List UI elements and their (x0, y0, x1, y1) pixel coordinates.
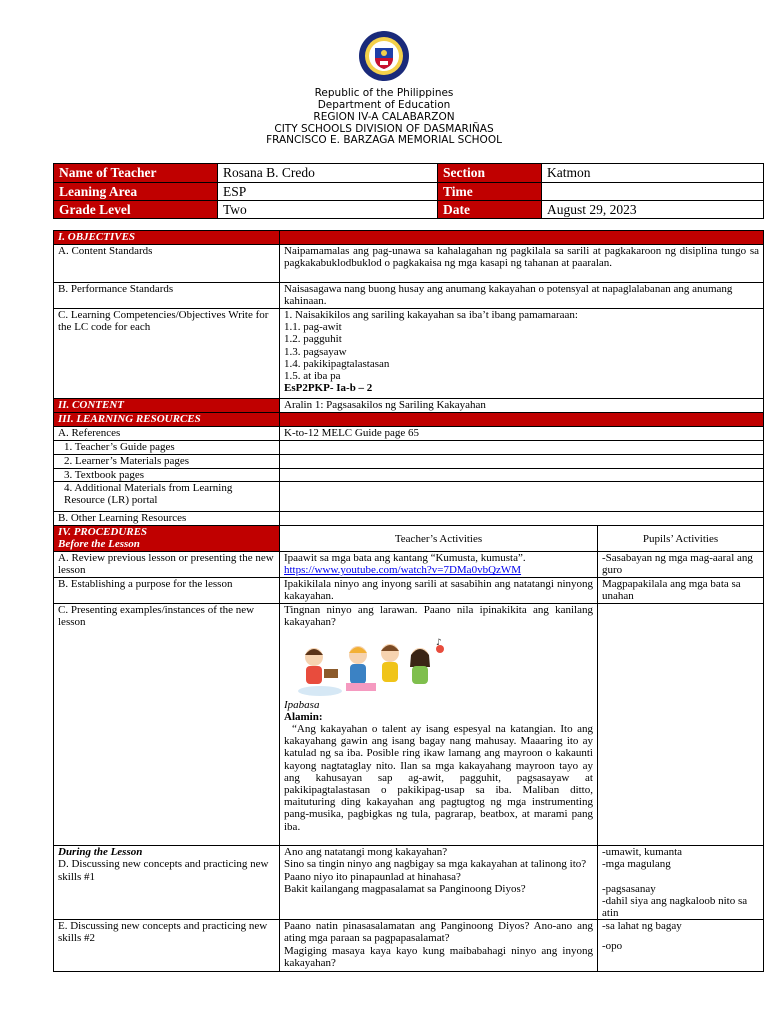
question: Magiging masaya kaya kayo kung maibabahagi ninyo ang inyong kakayahan? (284, 944, 593, 969)
children-talents-illustration (290, 635, 460, 699)
objectives-title: I. OBJECTIVES (54, 231, 280, 245)
time-label: Time (438, 183, 542, 201)
svg-text:♪: ♪ (436, 637, 442, 648)
deped-seal-icon (358, 30, 410, 82)
discussion-1-cell (280, 846, 598, 920)
other-resources-label: B. Other Learning Resources (54, 512, 280, 526)
alamin-label: Alamin: (284, 710, 323, 723)
answer: -sa lahat ng bagay (602, 920, 682, 933)
teacher-label: Name of Teacher (54, 164, 218, 183)
grade-label: Grade Level (54, 201, 218, 219)
answer: -umawit, kumanta (602, 846, 683, 859)
lc-line: 1.2. pagguhit (284, 333, 342, 346)
spacer (602, 932, 759, 940)
present-cell (280, 604, 598, 846)
header-line-5: FRANCISCO E. BARZAGA MEMORIAL SCHOOL (266, 134, 502, 146)
discussion-2-cell (280, 920, 598, 972)
purpose-pupil: Magpapakilala ang mga bata sa unahan (598, 578, 764, 604)
date-label: Date (438, 201, 542, 219)
resources-title-fill (280, 413, 764, 427)
lm-value (280, 455, 764, 469)
lc-line: 1.4. pakikipagtalastasan (284, 357, 390, 370)
procedures-heading: IV. PROCEDURES (58, 526, 148, 539)
review-pupil: -Sasabayan ng mga mag-aaral ang guro (598, 552, 764, 578)
area-value: ESP (218, 183, 438, 201)
teacher-name: Rosana B. Credo (218, 164, 438, 183)
question: Bakit kailangang magpasalamat sa Panginoong Diyos? (284, 882, 526, 895)
present-label: C. Presenting examples/instances of the new lesson (54, 604, 280, 846)
procedures-title (54, 526, 280, 552)
discussion-1-label: D. Discussing new concepts and practicing new skills #1 (58, 858, 269, 883)
additional-value (280, 482, 764, 512)
purpose-text: Ipakikilala ninyo ang inyong sarili at sasabihin ang natatangi ninyong kakayahan. (280, 578, 598, 604)
content-value: Aralin 1: Pagsasakilos ng Sariling Kakayahan (280, 399, 764, 413)
lc-line: 1.5. at iba pa (284, 370, 341, 383)
tg-label: 1. Teacher’s Guide pages (54, 441, 280, 455)
present-text: Tingnan ninyo ang larawan. Paano nila ipinakikita ang kanilang kakayahan? (284, 604, 593, 629)
lesson-plan-table (53, 230, 764, 972)
lm-label: 2. Learner’s Materials pages (54, 455, 280, 469)
youtube-link[interactable]: https://www.youtube.com/watch?v=7DMa0vbQzWM (284, 564, 522, 577)
question: Ano ang natatangi mong kakayahan? (284, 846, 448, 859)
discussion-1-label-cell (54, 846, 280, 920)
content-title: II. CONTENT (54, 399, 280, 413)
answer: -opo (602, 940, 623, 953)
during-lesson-label: During the Lesson (58, 846, 143, 859)
review-label: A. Review previous lesson or presenting the new lesson (54, 552, 280, 578)
header-line-1: Republic of the Philippines (314, 87, 454, 99)
lc-label: C. Learning Competencies/Objectives Write for the LC code for each (54, 309, 280, 399)
alamin-text: “Ang kakayahan o talent ay isang espesyal na katangian. Ito ang kakayahang gawin ang isang bagay nang mahusay. Maaaring ito ay katulad ng sa iba. Posible ring ikaw lamang ang mayroon o kakaunti kayong nagtataglay nito. Ilan sa mga kakayahang mayroon tayo ay ang kahusayan sap ag-awit, pagguhit, pagsasayaw at pakikipagtalastasan o pakikipag-usap sa iba. Maliban ditto, maituturing ding kakayahan ang pagtugtog ng mga instrumenting pang-musika, pagbigkas ng tula, pagrarap, beatbox, at marami pang iba. (284, 723, 593, 833)
grade-value: Two (218, 201, 438, 219)
discussion-2-label: E. Discussing new concepts and practicing new skills #2 (54, 920, 280, 972)
content-std: Naipamamalas ang pag-unawa sa kahalagahan ng pagkilala sa sarili at pagkakaroon ng disiplina tungo sa pagkakabuklodbuklod o pagkakaisa ng mga kasapi ng tahanan at paaralan. (280, 245, 764, 283)
spacer (602, 871, 759, 883)
review-cell (280, 552, 598, 578)
teacher-info-table (53, 163, 764, 219)
time-value (542, 183, 764, 201)
refs-value: K-to-12 MELC Guide page 65 (280, 427, 764, 441)
resources-title: III. LEARNING RESOURCES (54, 413, 280, 427)
lc-line: 1. Naisakikilos ang sariling kakayahan sa iba’t ibang pamamaraan: (284, 309, 578, 321)
purpose-label: B. Establishing a purpose for the lesson (54, 578, 280, 604)
present-pupil (598, 604, 764, 846)
other-resources-value (280, 512, 764, 526)
section-label: Section (438, 164, 542, 183)
answer: -dahil siya ang nagkaloob nito sa atin (602, 894, 748, 920)
perf-std: Naisasagawa nang buong husay ang anumang kakayahan o potensyal at napaglalabanan ang anumang kahinaan. (280, 283, 764, 309)
lc-line: 1.1. pag-awit (284, 321, 342, 334)
additional-label: 4. Additional Materials from Learning Resource (LR) portal (54, 482, 280, 512)
pupils-activities-header: Pupils’ Activities (598, 526, 764, 552)
review-text: Ipaawit sa mga bata ang kantang “Kumusta, kumusta”. (284, 552, 526, 565)
tg-value (280, 441, 764, 455)
discussion-2-pupil-cell (598, 920, 764, 972)
area-label: Leaning Area (54, 183, 218, 201)
question: Paano natin pinasasalamatan ang Panginoong Diyos? Ano-ano ang ating mga paraan sa pagpapasalamat? (284, 920, 593, 945)
tb-label: 3. Textbook pages (54, 469, 280, 482)
objectives-title-fill (280, 231, 764, 245)
header-line-2: Department of Education (317, 99, 451, 111)
content-std-label: A. Content Standards (54, 245, 280, 283)
refs-label: A. References (54, 427, 280, 441)
discussion-1-pupil-cell (598, 846, 764, 920)
question: Paano niyo ito pinapaunlad at hinahasa? (284, 870, 461, 883)
section-value: Katmon (542, 164, 764, 183)
date-value: August 29, 2023 (542, 201, 764, 219)
question: Sino sa tingin ninyo ang nagbigay sa mga kakayahan at talinong ito? (284, 858, 587, 871)
before-lesson-label: Before the Lesson (58, 538, 140, 551)
perf-std-label: B. Performance Standards (54, 283, 280, 309)
header-line-3: REGION IV-A CALABARZON (313, 111, 455, 123)
header-line-4: CITY SCHOOLS DIVISION OF DASMARIÑAS (274, 123, 494, 135)
lc-cell (280, 309, 764, 399)
answer: -mga magulang (602, 858, 671, 871)
tb-value (280, 469, 764, 482)
lc-code: EsP2PKP- Ia-b – 2 (284, 382, 373, 395)
lc-line: 1.3. pagsayaw (284, 345, 347, 358)
ipabasa-label: Ipabasa (284, 698, 320, 711)
answer: -pagsasanay (602, 882, 656, 895)
teacher-activities-header: Teacher’s Activities (280, 526, 598, 552)
